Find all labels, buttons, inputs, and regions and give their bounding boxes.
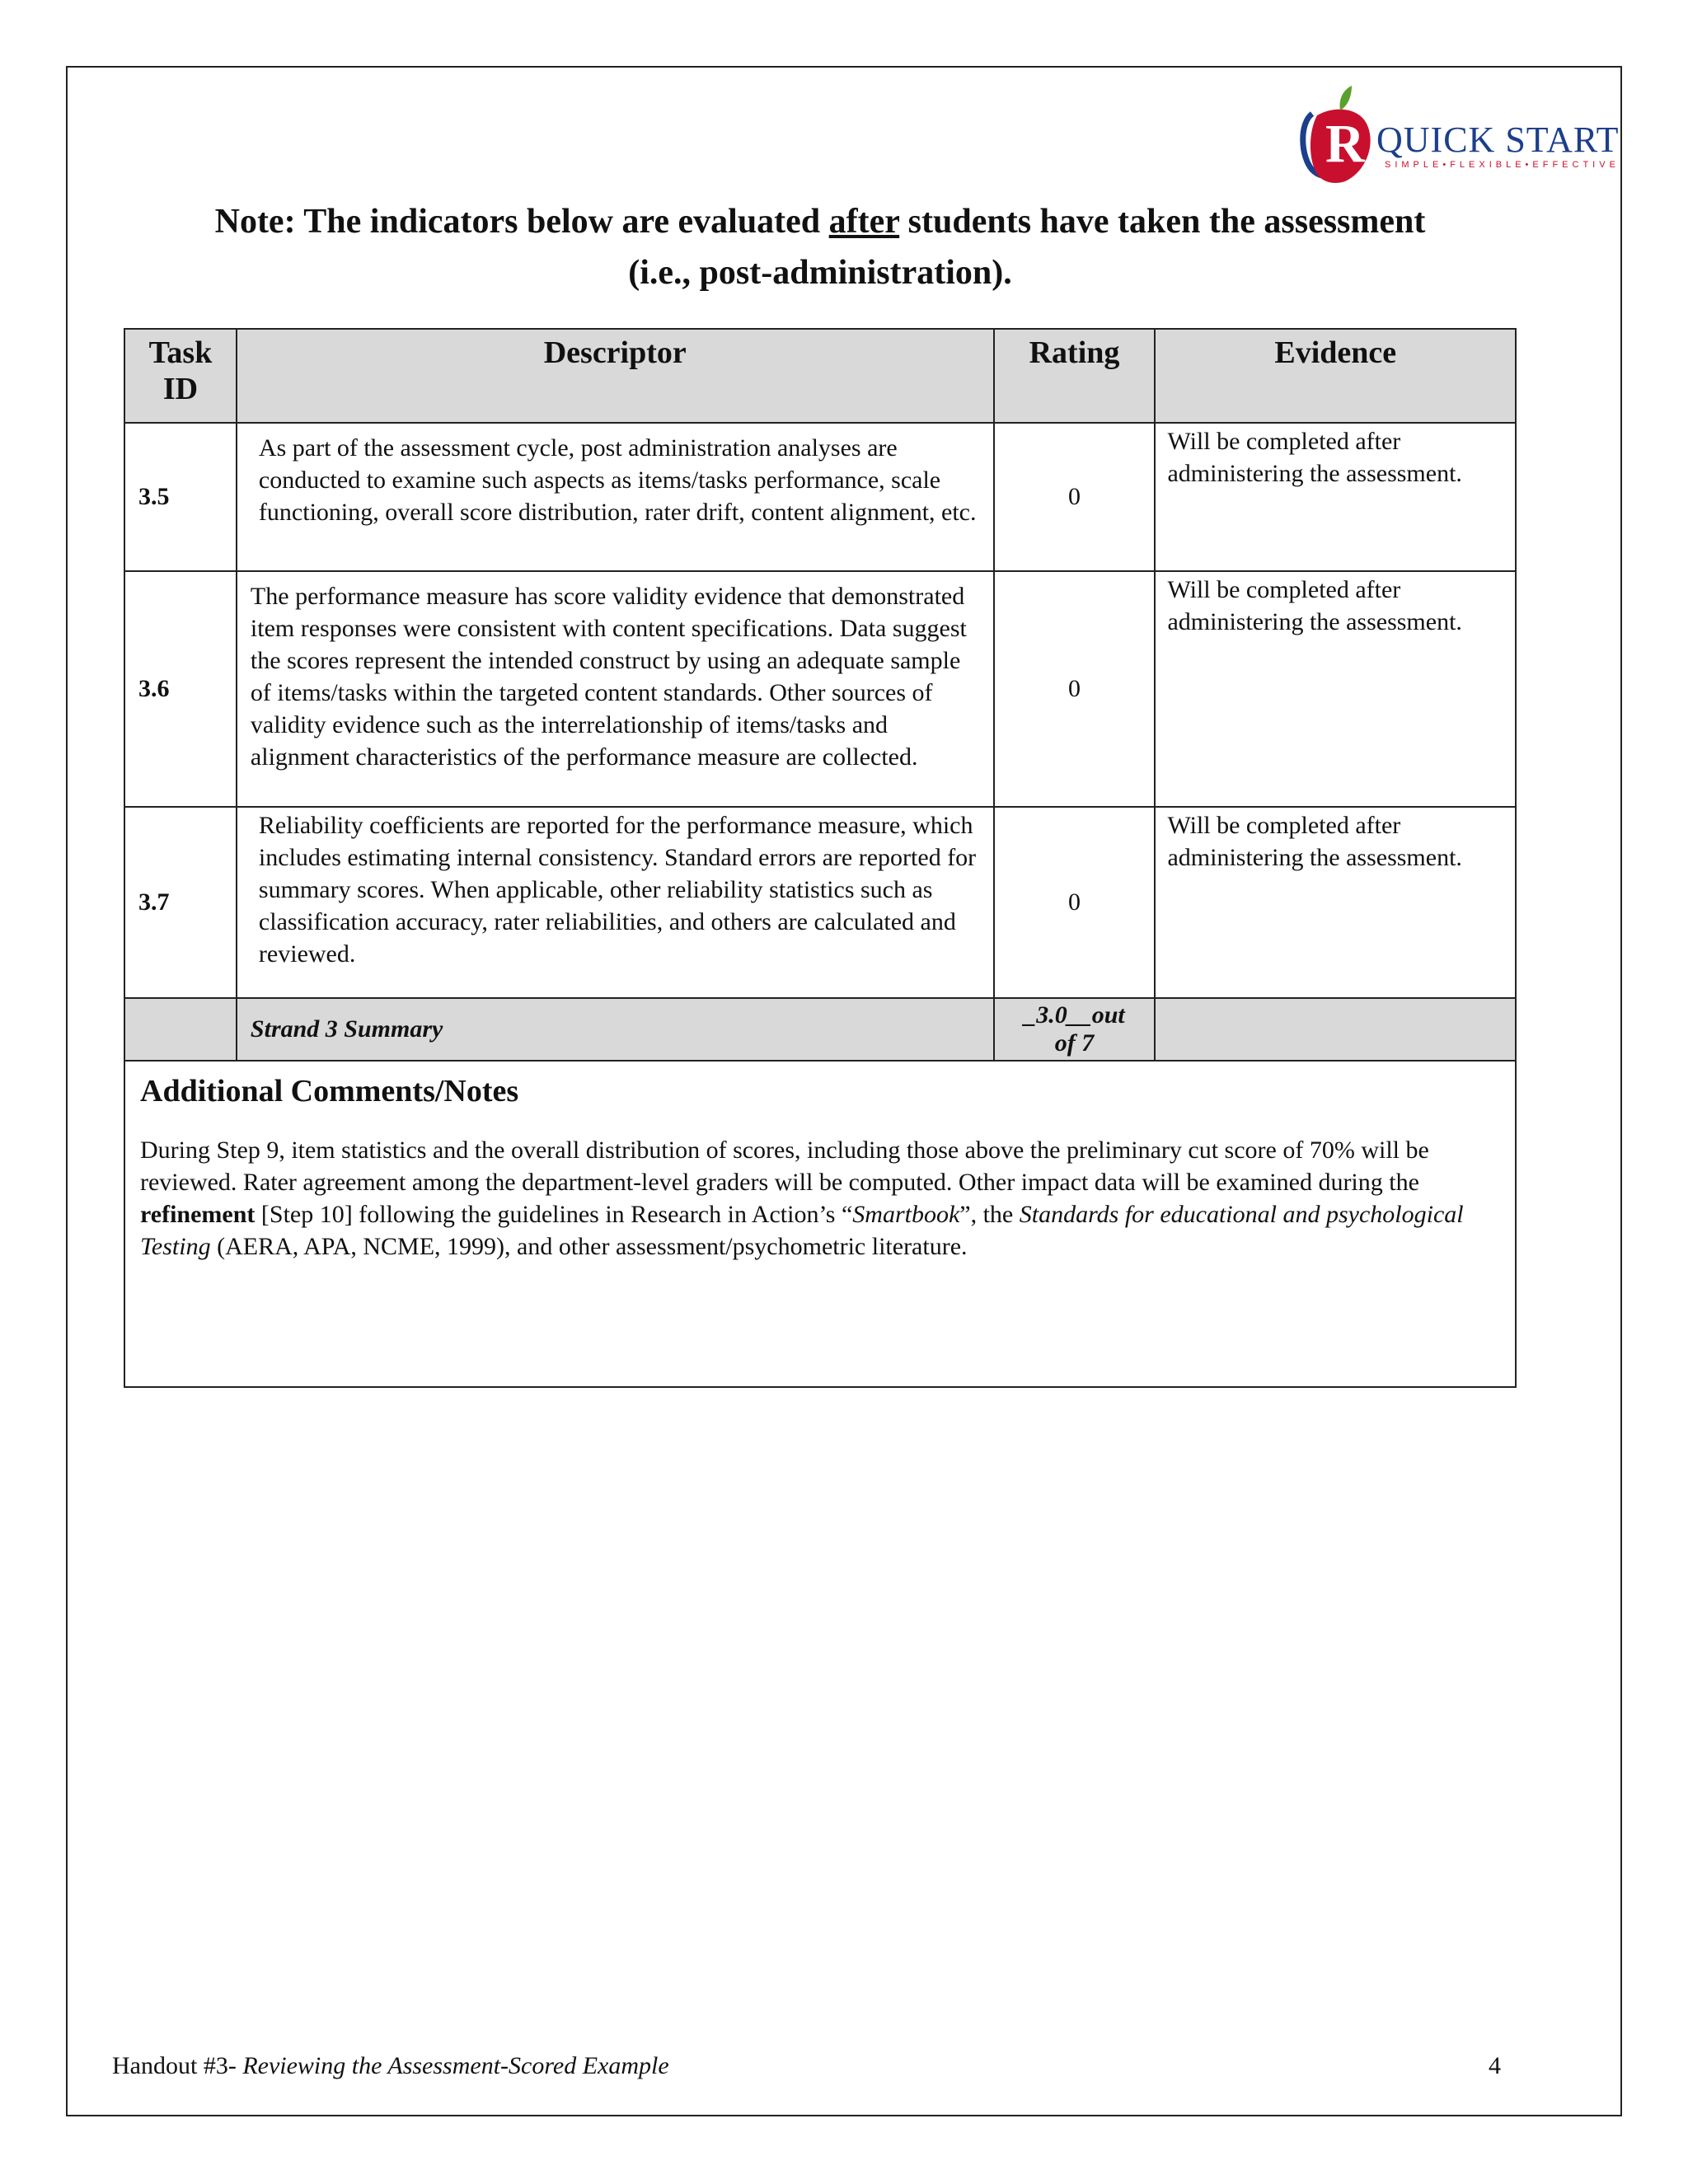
summary-rating: _3.0__out of 7 <box>994 998 1156 1061</box>
apple-r-logo-icon <box>1294 81 1385 188</box>
quick-start-logo <box>1294 81 1624 188</box>
comments-section <box>124 1061 1516 1387</box>
rating: 0 <box>994 423 1156 571</box>
table-header-row <box>124 329 1516 423</box>
header-descriptor: Descriptor <box>237 329 994 423</box>
rating: 0 <box>994 571 1156 807</box>
logo-tagline: SIMPLE•FLEXIBLE•EFFECTIVE <box>1385 160 1620 170</box>
comments-row <box>124 1061 1516 1387</box>
header-task-id: Task ID <box>124 329 237 423</box>
svg-text:R: R <box>1325 114 1365 174</box>
rating: 0 <box>994 807 1156 998</box>
summary-row <box>124 998 1516 1061</box>
task-id: 3.6 <box>124 571 237 807</box>
descriptor: Reliability coefficients are reported for the performance measure, which includes estimating internal consistency. Standard errors are reported for summary scores. When applicable, other reliability statistics such as classification accuracy, rater reliabilities, and others are calculated and reviewed. <box>237 807 994 998</box>
logo-wordmark: QUICK START <box>1376 120 1620 160</box>
footer-title: Handout #3- Reviewing the Assessment-Scored Example <box>112 2052 669 2079</box>
evidence: Will be completed after administering the assessment. <box>1155 807 1516 998</box>
descriptor: The performance measure has score validity evidence that demonstrated item responses were consistent with content specifications. Data suggest the scores represent the intended construct by using an adequate sample of items/tasks within the targeted content standards. Other sources of validity evidence such as the interrelationship of items/tasks and alignment characteristics of the performance measure are collected. <box>237 571 994 807</box>
evidence: Will be completed after administering the assessment. <box>1155 423 1516 571</box>
descriptor: As part of the assessment cycle, post administration analyses are conducted to examine such aspects as items/tasks performance, scale functioning, overall score distribution, rater drift, content alignment, etc. <box>237 423 994 571</box>
table-row <box>124 571 1516 807</box>
task-id: 3.5 <box>124 423 237 571</box>
comments-body: During Step 9, item statistics and the overall distribution of scores, including those above the preliminary cut score of 70% will be reviewed. Rater agreement among the department-level graders will be computed. Other impact data will be examined during the refinement [Step 10] following the guidelines in Research in Action’s “Smartbook”, the Standards for educational and psychological Testing (AERA, APA, NCME, 1999), and other assessment/psychometric literature. <box>140 1137 1464 1260</box>
task-id: 3.7 <box>124 807 237 998</box>
table-row <box>124 423 1516 571</box>
summary-empty-id <box>124 998 237 1061</box>
table-row <box>124 807 1516 998</box>
header-evidence: Evidence <box>1155 329 1516 423</box>
summary-empty-evidence <box>1155 998 1516 1061</box>
page-number: 4 <box>1489 2052 1501 2079</box>
evidence: Will be completed after administering the assessment. <box>1155 571 1516 807</box>
header-rating: Rating <box>994 329 1156 423</box>
emphasis-after: after <box>828 203 900 241</box>
summary-label: Strand 3 Summary <box>237 998 994 1061</box>
note-heading: Note: The indicators below are evaluated after students have taken the assessment (i.e., post-administration). <box>214 203 1426 292</box>
indicator-table <box>124 328 1517 1388</box>
comments-title: Additional Comments/Notes <box>140 1074 519 1108</box>
